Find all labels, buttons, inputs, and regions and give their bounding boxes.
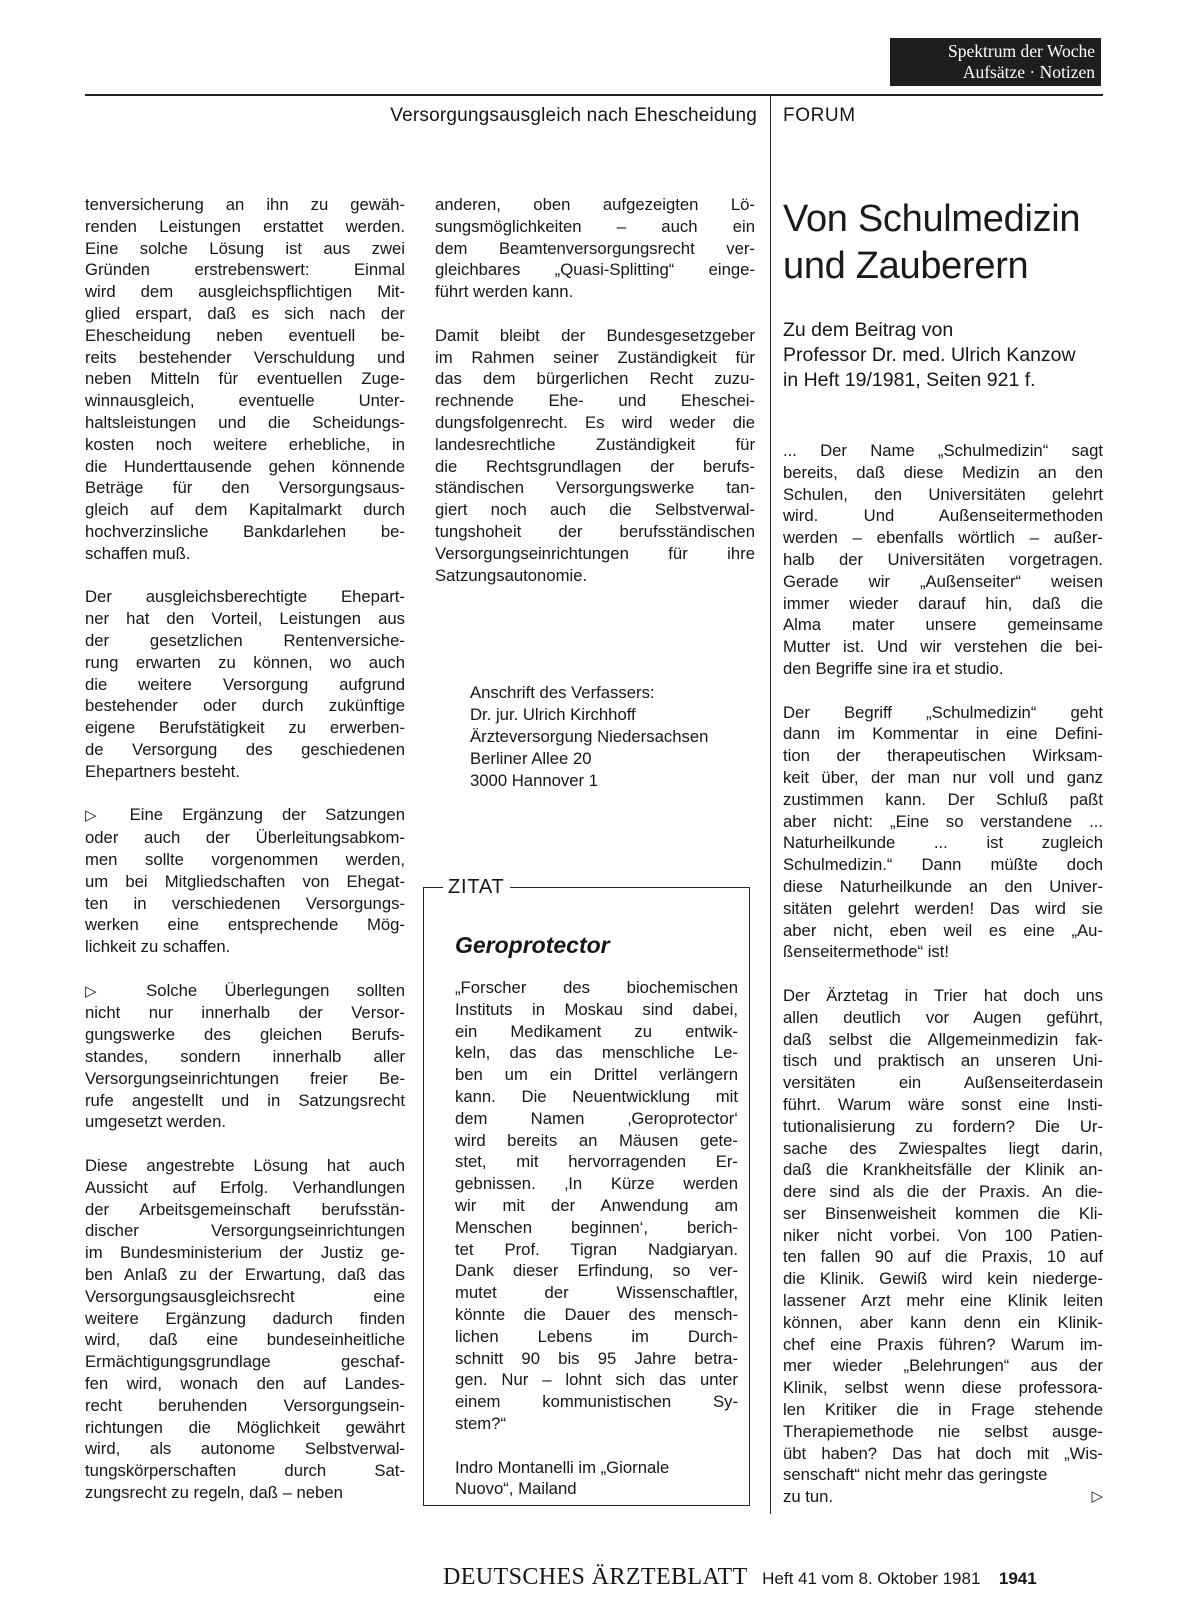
text-line: chef eine Praxis führen? Warum im-	[783, 1334, 1103, 1354]
text-line: werden – ebenfalls wörtlich – außer-	[783, 528, 1103, 548]
text-line: halb der Universitäten vorgetragen.	[783, 549, 1103, 569]
text-line: Dr. jur. Ulrich Kirchhoff	[470, 705, 636, 724]
text-line: daß selbst die Allgemeinmedizin fak-	[783, 1029, 1103, 1049]
text-line: Aussicht auf Erfolg. Verhandlungen	[85, 1177, 405, 1197]
text-line: die Rechtsgrundlagen der berufs-	[435, 456, 755, 476]
text-line: im Bundesministerium der Justiz ge-	[85, 1243, 405, 1263]
text-line: reits bestehender Verschuldung und	[85, 347, 405, 367]
text-line: Klinik, selbst wenn diese professora-	[783, 1378, 1103, 1398]
journal-name: DEUTSCHES ÄRZTEBLATT	[443, 1564, 748, 1590]
text-line: Dank dieser Erfindung, so ver-	[455, 1261, 738, 1281]
text-line: gleich auf dem Kapitalmarkt durch	[85, 500, 405, 520]
issue-info: Heft 41 vom 8. Oktober 1981	[762, 1569, 981, 1588]
text-line: winnausgleich, eventuelle Unter-	[85, 391, 405, 411]
text-line: Berliner Allee 20	[470, 749, 592, 768]
text-line: das dem bürgerlichen Recht zuzu-	[435, 369, 755, 389]
text-line: wird, als autonome Selbstverwal-	[85, 1439, 405, 1459]
forum-subtitle	[783, 318, 1076, 393]
text-line: Damit bleibt der Bundesgesetzgeber	[435, 325, 755, 345]
text-line: tenversicherung an ihn zu gewäh-	[85, 195, 405, 214]
text-line: bereits, daß diese Medizin an den	[783, 462, 1103, 482]
text-line: tungshoheit der berufsständischen	[435, 521, 755, 541]
text-line: lassener Arzt mehr eine Klinik leiten	[783, 1291, 1103, 1311]
top-rule	[85, 94, 1103, 96]
text-line: wir mit der Anwendung am	[455, 1195, 738, 1215]
text-line: wird, daß eine bundeseinheitliche	[85, 1330, 405, 1350]
text-line: wird. Und Außenseitermethoden	[783, 506, 1103, 526]
text-line: allen deutlich vor Augen geführt,	[783, 1007, 1103, 1027]
text-line: senschaft“ nicht mehr das geringste	[783, 1465, 1048, 1485]
text-line: keln, das das menschliche Le-	[455, 1043, 738, 1063]
text-line: glied erspart, daß es sich nach der	[85, 303, 405, 323]
text-line: oder auch der Überleitungsabkom-	[85, 828, 405, 848]
text-line: lichen Lebens im Durch-	[455, 1326, 738, 1346]
text-line: aber nicht, eben weil es eine „Au-	[783, 920, 1103, 940]
paragraph	[435, 325, 755, 587]
text-line: im Rahmen seiner Zuständigkeit für	[435, 347, 755, 367]
badge-line-1: Spektrum der Woche	[948, 41, 1095, 61]
text-line: dem Namen ‚Geroprotector‘	[455, 1108, 738, 1128]
text-line: tion der therapeutischen Wirksam-	[783, 746, 1103, 766]
paragraph	[85, 194, 405, 565]
text-line: niker nicht vorbei. Von 100 Patien-	[783, 1225, 1103, 1245]
text-line: Diese angestrebte Lösung hat auch	[85, 1156, 405, 1176]
text-line: die Hunderttausende gehen könnende	[85, 456, 405, 476]
text-line: schnitt 90 bis 95 Jahre betra-	[455, 1348, 738, 1368]
text-line: Therapiemethode nie selbst ausge-	[783, 1421, 1103, 1441]
text-line: nicht nur innerhalb der Versor-	[85, 1003, 405, 1023]
text-line: Ehepartners besteht.	[85, 761, 240, 781]
text-line: discher Versorgungseinrichtungen	[85, 1221, 405, 1241]
text-line: recht beruhenden Versorgungsein-	[85, 1395, 405, 1415]
article-column-2	[435, 194, 755, 586]
text-line: um bei Mitgliedschaften von Ehegat-	[85, 871, 405, 891]
text-line: kosten noch weitere erhebliche, in	[85, 434, 405, 454]
text-line: daß die Krankheitsfälle der Klinik an-	[783, 1160, 1103, 1180]
section-badge	[890, 38, 1101, 86]
last-line	[783, 1486, 1103, 1508]
text-line: ner hat den Vorteil, Leistungen aus	[85, 609, 405, 629]
text-line: tungskörperschaften durch Sat-	[85, 1461, 405, 1481]
text-line: gebnissen. ‚In Kürze werden	[455, 1174, 738, 1194]
text-line: fen wird, wonach den auf Landes-	[85, 1374, 405, 1394]
text-line: ständischen Versorgungswerke tan-	[435, 478, 755, 498]
text-line: sungsmöglichkeiten – auch ein	[435, 216, 755, 236]
text-line: Versorgungsausgleichsrecht eine	[85, 1286, 405, 1306]
text-line: Indro Montanelli im „Giornale	[455, 1457, 670, 1477]
text-line: der gesetzlichen Rentenversiche-	[85, 630, 405, 650]
text-line: lichkeit zu schaffen.	[85, 937, 231, 957]
text-line: Ärzteversorgung Niedersachsen	[470, 727, 709, 746]
text-line: Naturheilkunde ... ist zugleich	[783, 833, 1103, 853]
author-address	[470, 682, 708, 792]
text-line: Ermächtigungsgrundlage geschaf-	[85, 1352, 405, 1372]
text-line: rung erwarten zu können, wo auch	[85, 652, 405, 672]
text-line: „Forscher des biochemischen	[455, 978, 738, 997]
text-line: ser Binsenweisheit kommen die Kli-	[783, 1203, 1103, 1223]
text-line: stem?“	[455, 1413, 506, 1433]
article-column-1	[85, 194, 405, 1504]
text-line: Instituts in Moskau sind dabei,	[455, 999, 738, 1019]
text-line: der Arbeitsgemeinschaft berufsstän-	[85, 1199, 405, 1219]
text-line: ein Medikament zu entwik-	[455, 1021, 738, 1041]
text-line: Schulmedizin.“ Dann müßte doch	[783, 855, 1103, 875]
text-line: führt. Warum wäre sonst eine Insti-	[783, 1094, 1103, 1114]
page-number: 1941	[998, 1569, 1037, 1588]
triangle-right-outline-icon: ▷	[85, 807, 130, 825]
text-line: werken eine entsprechende Mög-	[85, 915, 405, 935]
text-line: mutet der Wissenschaftler,	[455, 1283, 738, 1303]
text-line: Satzungsautonomie.	[435, 565, 588, 585]
text-line: Schulen, den Universitäten gelehrt	[783, 484, 1103, 504]
text-line: Gerade wir „Außenseiter“ weisen	[783, 571, 1103, 591]
text-line: schaffen muß.	[85, 543, 191, 563]
text-line: ßenseitermethode“ ist!	[783, 942, 950, 962]
text-line: könnte die Dauer des mensch-	[455, 1304, 738, 1324]
text-line: zungsrecht zu regeln, daß – neben	[85, 1483, 343, 1503]
text-line: haltsleistungen und die Scheidungs-	[85, 412, 405, 432]
text-line: sache des Zwiespaltes liegt darin,	[783, 1138, 1103, 1158]
text-line: wird bereits an Mäusen gete-	[455, 1130, 738, 1150]
text-line: eigene Berufstätigkeit zu erwerben-	[85, 718, 405, 738]
text-line: tutionalisierung zu fordern? Die Ur-	[783, 1116, 1103, 1136]
quote-source	[455, 1457, 738, 1501]
text-line: die weitere Versorgung aufgrund	[85, 674, 405, 694]
text-line: die Klinik. Gewiß wird kein niederge-	[783, 1269, 1103, 1289]
text-line: Versorgungseinrichtungen für ihre	[435, 543, 755, 563]
quote-label: ZITAT	[443, 876, 510, 899]
forum-label: FORUM	[783, 105, 856, 126]
text-line: dem Beamtenversorgungsrecht ver-	[435, 238, 755, 258]
text-line: len Kritiker die in Frage stehende	[783, 1400, 1103, 1420]
text-line: tisch und praktisch an unseren Uni-	[783, 1051, 1103, 1071]
text-line: und Zauberern	[783, 245, 1029, 287]
text-line: ... Der Name „Schulmedizin“ sagt	[783, 441, 1103, 460]
text-line: ▷ Eine Ergänzung der Satzungen	[85, 805, 405, 825]
text-line: übt haben? Das hat doch mit „Wis-	[783, 1443, 1103, 1463]
text-line: anderen, oben aufgezeigten Lö-	[435, 195, 755, 214]
text-line: dungsfolgenrecht. Es wird weder die	[435, 412, 755, 432]
text-line: hochverzinsliche Bankdarlehen be-	[85, 521, 405, 541]
text-line: zustimmen kann. Der Schluß paßt	[783, 789, 1103, 809]
text-line: richtungen die Möglichkeit gewährt	[85, 1417, 405, 1437]
text-line: umgesetzt werden.	[85, 1112, 226, 1132]
text-line: gen. Nur – lohnt sich das unter	[455, 1370, 738, 1390]
text-line: dann im Kommentar in eine Defini-	[783, 724, 1103, 744]
text-line: kann. Die Neuentwicklung mit	[455, 1086, 738, 1106]
text-line: Versorgungseinrichtungen freier Be-	[85, 1068, 405, 1088]
paragraph	[85, 586, 405, 782]
text-line: Eine solche Lösung ist aus zwei	[85, 238, 405, 258]
column-divider	[770, 94, 771, 1514]
text-line: ben um ein Drittel verlängern	[455, 1065, 738, 1085]
text-line: Der ausgleichsberechtigte Ehepart-	[85, 587, 405, 607]
text-line: keit über, der man nur voll und ganz	[783, 767, 1103, 787]
text-line: können, aber kann denn ein Klinik-	[783, 1312, 1103, 1332]
text-line: den Begriffe sine ira et studio.	[783, 658, 1004, 678]
text-line: ten in verschiedenen Versorgungs-	[85, 893, 405, 913]
badge-line-2: Aufsätze · Notizen	[962, 62, 1095, 82]
text-line: sitäten gelehrt werden! Das wird sie	[783, 898, 1103, 918]
text-line: Nuovo“, Mailand	[455, 1479, 577, 1499]
text-line: Professor Dr. med. Ulrich Kanzow	[783, 344, 1076, 366]
text-line: Ehescheidung neben eventuell be-	[85, 325, 405, 345]
text-line: Menschen beginnen‘, berich-	[455, 1217, 738, 1237]
text-line: gleichbares „Quasi-Splitting“ einge-	[435, 260, 755, 280]
bullet-paragraph	[85, 980, 405, 1134]
text-line: ben Anlaß zu der Erwartung, daß das	[85, 1265, 405, 1285]
text-line: giert noch auch die Selbstverwal-	[435, 500, 755, 520]
text-line: diese Naturheilkunde an den Univer-	[783, 876, 1103, 896]
text-line: dere sind als die der Praxis. An die-	[783, 1182, 1103, 1202]
text-line: renden Leistungen erstattet werden.	[85, 216, 405, 236]
text-line: stet, mit hervorragenden Er-	[455, 1152, 738, 1172]
text-line: Mutter ist. Und wir verstehen die bei-	[783, 637, 1103, 657]
text-line: Von Schulmedizin	[783, 198, 1081, 240]
paragraph	[435, 194, 755, 303]
text-line: rufe angestellt und in Satzungsrecht	[85, 1090, 405, 1110]
triangle-right-outline-icon: ▷	[85, 982, 147, 1000]
running-header: Versorgungsausgleich nach Ehescheidung	[390, 105, 757, 126]
forum-column	[783, 440, 1103, 1508]
text-line: immer wieder darauf hin, daß die	[783, 593, 1103, 613]
text-line: men sollte vorgenommen werden,	[85, 849, 405, 869]
triangle-right-outline-icon: ▷	[1091, 1488, 1103, 1506]
text-line: landesrechtliche Zuständigkeit für	[435, 434, 755, 454]
text-line: versitäten ein Außenseiterdasein	[783, 1073, 1103, 1093]
text-line: Alma mater unsere gemeinsame	[783, 615, 1103, 635]
text-line: in Heft 19/1981, Seiten 921 f.	[783, 369, 1036, 391]
paragraph-lines	[783, 985, 1103, 1486]
text-line: Anschrift des Verfassers:	[470, 683, 655, 702]
text-line: Gründen erstrebenswert: Einmal	[85, 260, 405, 280]
quote-title: Geroprotector	[455, 932, 610, 958]
text-line: neben Mitteln für eventuellen Zuge-	[85, 369, 405, 389]
text-line: Zu dem Beitrag von	[783, 319, 954, 341]
forum-title	[783, 196, 1080, 290]
text-line: einem kommunistischen Sy-	[455, 1392, 738, 1412]
page-footer	[443, 1564, 1037, 1591]
text-line: de Versorgung des geschiedenen	[85, 739, 405, 759]
text-line: führt werden kann.	[435, 282, 574, 302]
text-line: ten fallen 90 auf die Praxis, 10 auf	[783, 1247, 1103, 1267]
text-line: 3000 Hannover 1	[470, 771, 599, 790]
text-line: Der Ärztetag in Trier hat doch uns	[783, 985, 1103, 1005]
paragraph	[85, 1155, 405, 1504]
text-line: Beträge für den Versorgungsaus-	[85, 478, 405, 498]
paragraph	[783, 440, 1103, 680]
text-line: gungswerke des gleichen Berufs-	[85, 1025, 405, 1045]
quote-text	[455, 977, 738, 1435]
text-line: bestehender oder durch zukünftige	[85, 696, 405, 716]
paragraph	[783, 702, 1103, 964]
text-line: Der Begriff „Schulmedizin“ geht	[783, 702, 1103, 722]
quote-body	[455, 977, 738, 1500]
last-line-text: zu tun.	[783, 1487, 834, 1507]
text-line: standes, sondern innerhalb aller	[85, 1047, 405, 1067]
paragraph	[783, 985, 1103, 1508]
text-line: ▷ Solche Überlegungen sollten	[85, 980, 405, 1000]
text-line: weitere Ergänzung dadurch finden	[85, 1308, 405, 1328]
text-line: mer wieder „Belehrungen“ aus der	[783, 1356, 1103, 1376]
text-line: tet Prof. Tigran Nadgiaryan.	[455, 1239, 738, 1259]
text-line: wird dem ausgleichspflichtigen Mit-	[85, 282, 405, 302]
text-line: aber nicht: „Eine so verstandene ...	[783, 811, 1103, 831]
bullet-paragraph	[85, 804, 405, 958]
text-line: rechnende Ehe- und Eheschei-	[435, 391, 755, 411]
